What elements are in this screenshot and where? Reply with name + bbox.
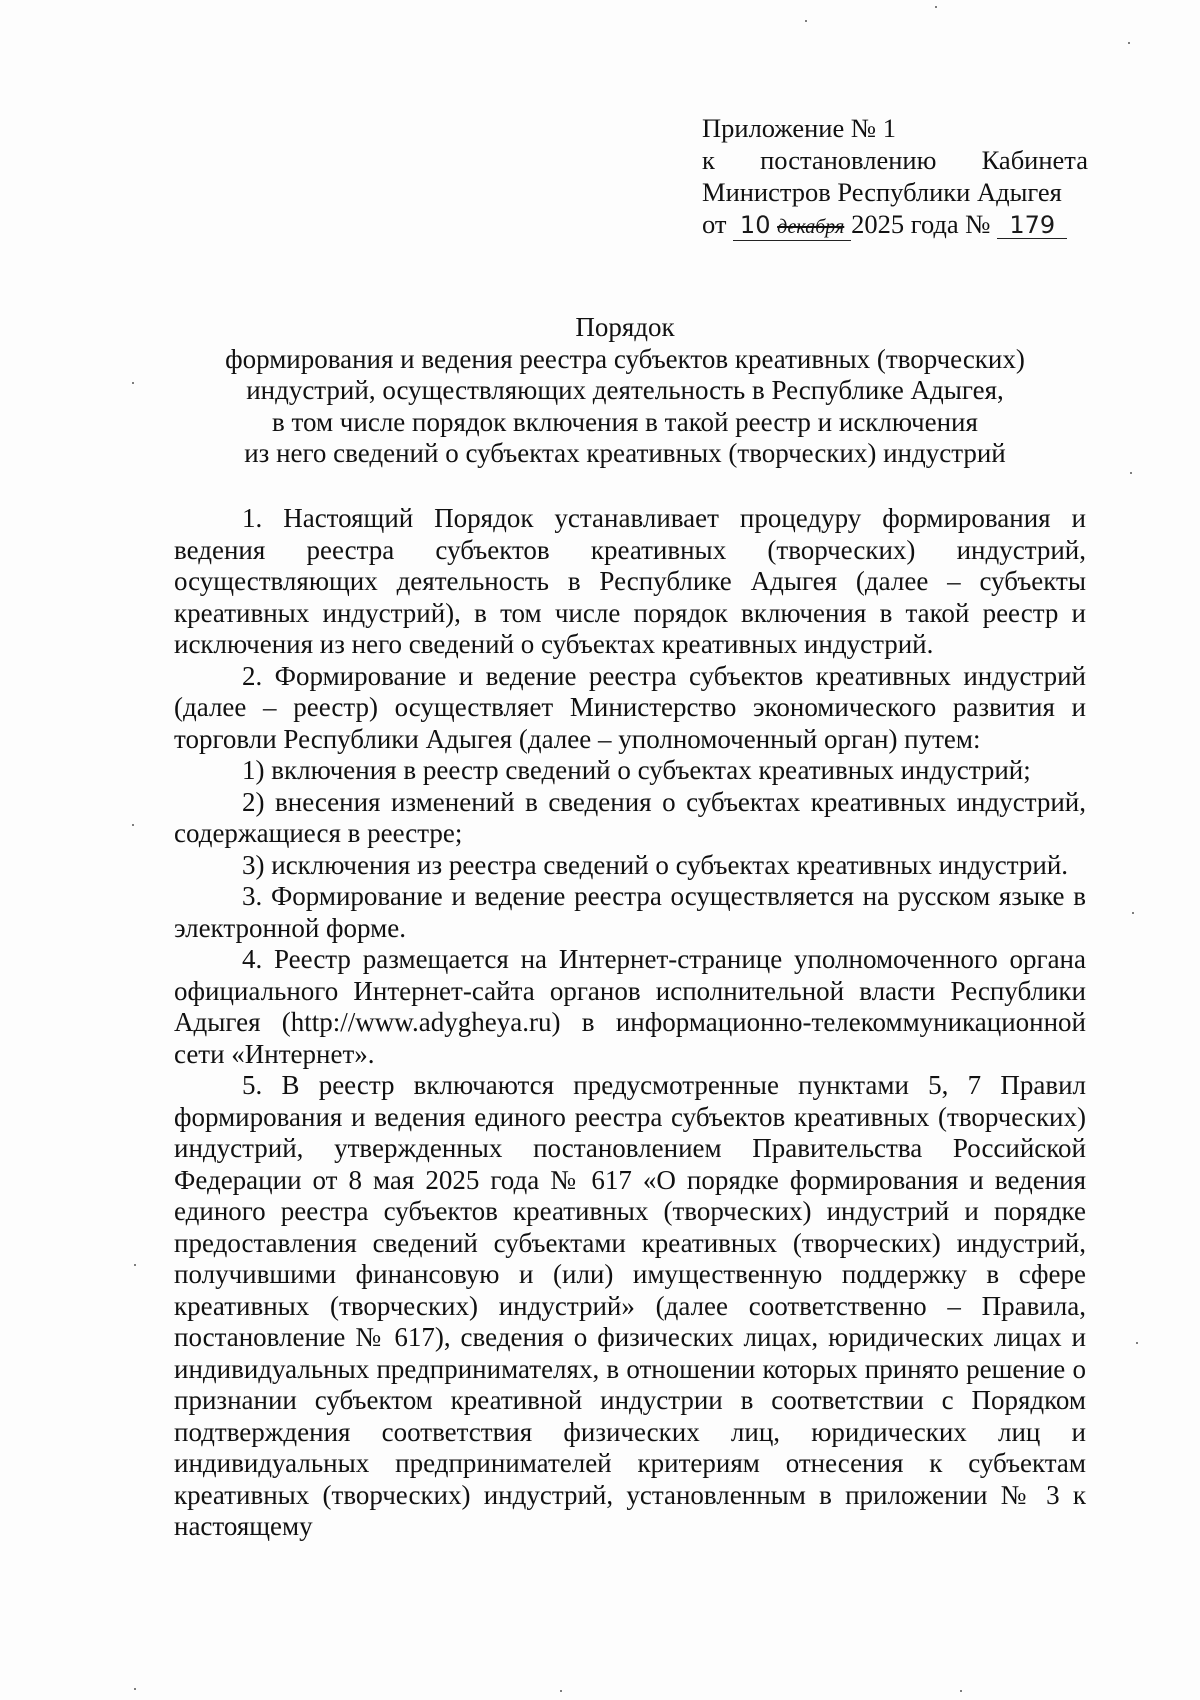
appendix-date-line [702,208,1088,241]
paragraph-4: 4. Реестр размещается на Интернет-странице уполномоченного органа официального Интернет-сайта органов исполнительной власти Республики Адыгея (http://www.adygheya.ru) в информационно-телекоммуникационной сети «Интернет». [174,944,1086,1069]
paragraph-2-item-3: 3) исключения из реестра сведений о субъектах креативных индустрий. [242,849,1069,880]
document-title [150,312,1100,470]
appendix-k: к [702,145,715,175]
appendix-resolution-word: постановлению [760,145,937,175]
date-suffix: 2025 года № [851,209,991,239]
document-body [174,503,1086,1543]
title-line-4: в том числе порядок включения в такой реестр и исключения [272,406,978,437]
appendix-resolution-line [702,144,1088,176]
date-fill-field [733,211,851,241]
number-fill-field [997,211,1067,239]
title-line-1: Порядок [575,312,675,342]
date-prefix: от [702,209,727,239]
handwritten-month: декабря [777,216,845,238]
paragraph-5: 5. В реестр включаются предусмотренные пунктами 5, 7 Правил формирования и ведения единого реестра субъектов креативных (творческих) индустрий, утвержденных постановлением Правительства Российской Федерации от 8 мая 2025 года № 617 «О порядке формирования и ведения единого реестра субъектов креативных (творческих) индустрий и порядке предоставления сведений субъектами креативных (творческих) индустрий, получившими финансовую и (или) имущественную поддержку в сфере креативных (творческих) индустрий» (далее соответственно – Правила, постановление № 617), сведения о физических лицах, юридических лицах и индивидуальных предпринимателях, в отношении которых принято решение о признании субъектом креативной индустрии в соответствии с Порядком подтверждения соответствия физических лиц, юридических лиц и индивидуальных предпринимателей критериям отнесения к субъектам креативных (творческих) индустрий, установленным в приложении № 3 к настоящему [174,1070,1086,1541]
title-line-3: индустрий, осуществляющих деятельность в Республике Адыгея, [246,375,1004,405]
paragraph-3: 3. Формирование и ведение реестра осуществляется на русском языке в электронной форме. [174,881,1086,943]
appendix-header [702,112,1088,241]
paragraph-1: 1. Настоящий Порядок устанавливает процедуру формирования и ведения реестра субъектов креативных (творческих) индустрий, осуществляющих деятельность в Республике Адыгея (далее – субъекты креативных индустрий), в том числе порядок включения в такой реестр и исключения из него сведений о субъектах креативных индустрий. [174,503,1086,659]
paragraph-2: 2. Формирование и ведение реестра субъектов креативных индустрий (далее – реестр) осуществляет Министерство экономического развития и торговли Республики Адыгея (далее – уполномоченный орган) путем: [174,660,1086,754]
paragraph-2-item-1: 1) включения в реестр сведений о субъектах креативных индустрий; [242,755,1031,785]
paragraph-2-item-2: 2) внесения изменений в сведения о субъектах креативных индустрий, содержащиеся в реестре; [174,786,1086,848]
title-line-2: формирования и ведения реестра субъектов креативных (творческих) [225,343,1025,374]
appendix-number: Приложение № 1 [702,113,897,143]
title-line-5: из него сведений о субъектах креативных (творческих) индустрий [244,438,1006,468]
handwritten-day: 10 [739,211,771,239]
appendix-ministers-line: Министров Республики Адыгея [702,177,1062,207]
appendix-cabinet-word: Кабинета [981,145,1088,175]
handwritten-number: 179 [1009,211,1056,239]
